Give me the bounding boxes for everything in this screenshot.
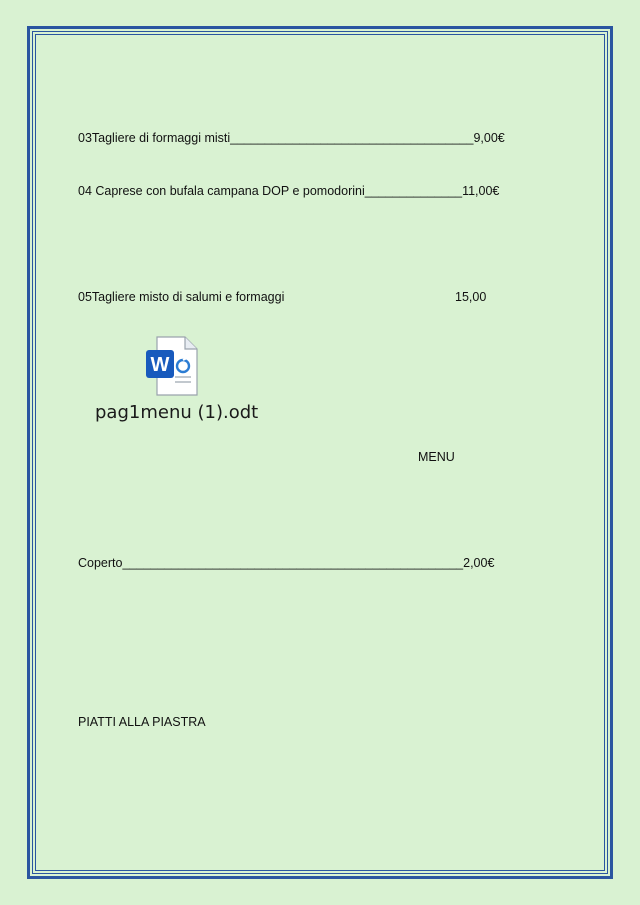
word-icon-letter: W xyxy=(150,354,170,376)
embedded-attachment[interactable] xyxy=(95,336,275,431)
menu-heading: MENU xyxy=(418,450,455,464)
menu-item-tagliere-misto-price: 15,00 xyxy=(455,290,487,304)
menu-item-tagliere-misto: 05Tagliere misto di salumi e formaggi xyxy=(78,290,285,304)
word-document-icon xyxy=(145,336,199,396)
attachment-file-name[interactable]: pag1menu (1).odt xyxy=(95,402,259,423)
section-title-piatti-alla-piastra: PIATTI ALLA PIASTRA xyxy=(78,715,206,729)
menu-item-coperto: Coperto_________________________________________________2,00€ xyxy=(78,556,495,570)
menu-item-caprese: 04 Caprese con bufala campana DOP e pomodorini______________11,00€ xyxy=(78,184,500,198)
menu-item-tagliere-formaggi: 03Tagliere di formaggi misti___________________________________9,00€ xyxy=(78,131,505,145)
page-border-inner xyxy=(35,34,605,871)
